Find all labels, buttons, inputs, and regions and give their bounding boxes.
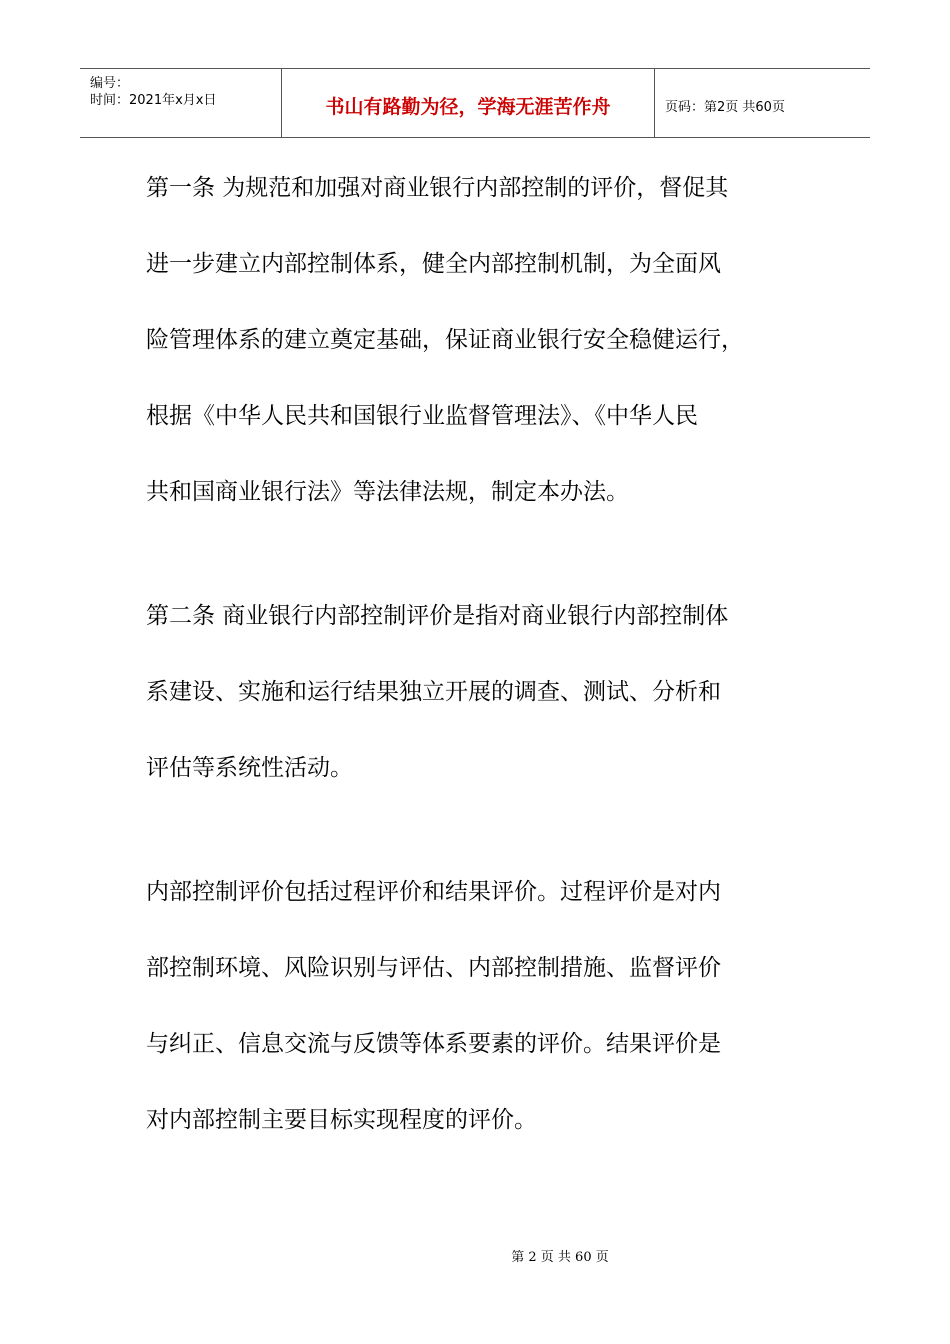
document-header [80, 68, 870, 138]
document-body [146, 150, 826, 1158]
text-line: 第二条 商业银行内部控制评价是指对商业银行内部控制体 [146, 603, 729, 629]
text-line: 与纠正、信息交流与反馈等体系要素的评价。结果评价是 [146, 1031, 721, 1057]
text-line: 对内部控制主要目标实现程度的评价。 [146, 1107, 537, 1133]
text-line: 险管理体系的建立奠定基础，保证商业银行安全稳健运行， [146, 327, 744, 353]
text-line: 第一条 为规范和加强对商业银行内部控制的评价，督促其 [146, 175, 729, 201]
text-line: 内部控制评价包括过程评价和结果评价。过程评价是对内 [146, 879, 721, 905]
header-number-label: 编号： [90, 76, 130, 91]
header-meta [80, 69, 282, 137]
paragraph-evaluation-types [146, 854, 826, 1158]
text-line: 共和国商业银行法》等法律法规，制定本办法。 [146, 479, 629, 505]
text-line: 根据《中华人民共和国银行业监督管理法》、《中华人民 [146, 403, 698, 429]
header-motto: 书山有路勤为径，学海无涯苦作舟 [282, 69, 655, 137]
paragraph-article-2 [146, 578, 826, 806]
page-footer: 第 2 页 共 60 页 [511, 1250, 609, 1265]
text-line: 评估等系统性活动。 [146, 755, 353, 781]
header-time-label: 时间：2021年x月x日 [90, 93, 217, 108]
paragraph-article-1 [146, 150, 826, 530]
header-page-code: 页码：第2页 共60页 [665, 99, 785, 115]
text-line: 部控制环境、风险识别与评估、内部控制措施、监督评价 [146, 955, 721, 981]
text-line: 进一步建立内部控制体系，健全内部控制机制，为全面风 [146, 251, 721, 277]
text-line: 系建设、实施和运行结果独立开展的调查、测试、分析和 [146, 679, 721, 705]
